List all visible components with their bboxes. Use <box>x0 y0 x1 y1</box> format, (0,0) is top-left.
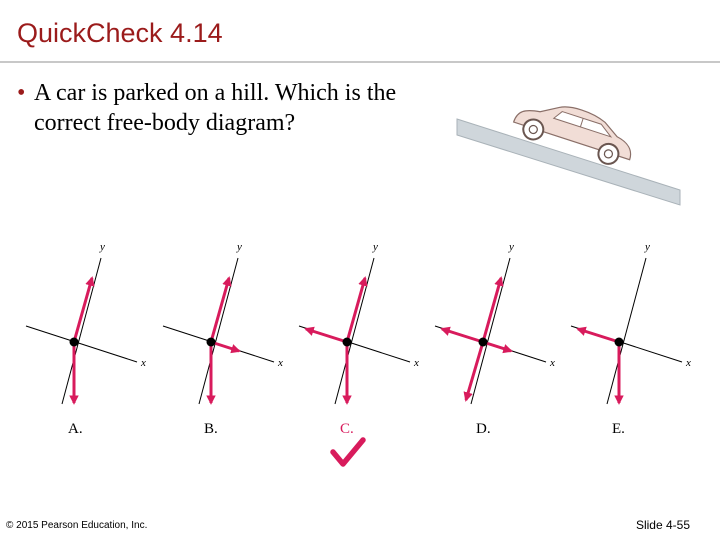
y-axis <box>199 258 238 404</box>
slide-title: QuickCheck 4.14 <box>17 18 223 48</box>
x-axis-label: x <box>141 357 146 369</box>
option-label: A. <box>68 421 83 437</box>
copyright-footer: © 2015 Pearson Education, Inc. <box>6 520 148 531</box>
bullet-marker: • <box>17 80 26 106</box>
normal-force-arrow <box>347 278 365 342</box>
option-label: E. <box>612 421 625 437</box>
y-axis-label: y <box>237 241 242 253</box>
particle-dot <box>70 338 79 347</box>
y-axis-label: y <box>509 241 514 253</box>
particle-dot <box>343 338 352 347</box>
fbd-option-c <box>299 241 419 464</box>
fbd-option-d <box>435 241 555 437</box>
option-label: C. <box>340 421 354 437</box>
fbd-option-a <box>26 241 146 437</box>
y-axis-label: y <box>645 241 650 253</box>
fbd-option-e <box>571 241 691 437</box>
y-axis-label: y <box>373 241 378 253</box>
friction-force-arrow <box>306 329 347 342</box>
y-axis <box>471 258 510 404</box>
option-label: B. <box>204 421 218 437</box>
friction-force-arrow-up <box>442 329 483 342</box>
x-axis-label: x <box>686 357 691 369</box>
y-axis <box>607 258 646 404</box>
checkmark-icon <box>333 440 363 464</box>
question-text: A car is parked on a hill. Which is the correct free-body diagram? <box>34 80 397 136</box>
normal-force-arrow <box>483 278 501 342</box>
particle-dot <box>615 338 624 347</box>
x-axis-label: x <box>414 357 419 369</box>
particle-dot <box>207 338 216 347</box>
y-axis <box>62 258 101 404</box>
slide-number: Slide 4-55 <box>635 518 690 532</box>
y-axis <box>335 258 374 404</box>
friction-force-arrow <box>578 329 619 342</box>
fbd-option-b <box>163 241 283 437</box>
normal-force-arrow <box>211 278 229 342</box>
normal-force-arrow <box>74 278 92 342</box>
x-axis-label: x <box>278 357 283 369</box>
x-axis-label: x <box>550 357 555 369</box>
hill-illustration <box>457 91 680 205</box>
y-axis-label: y <box>100 241 105 253</box>
option-label: D. <box>476 421 491 437</box>
particle-dot <box>479 338 488 347</box>
